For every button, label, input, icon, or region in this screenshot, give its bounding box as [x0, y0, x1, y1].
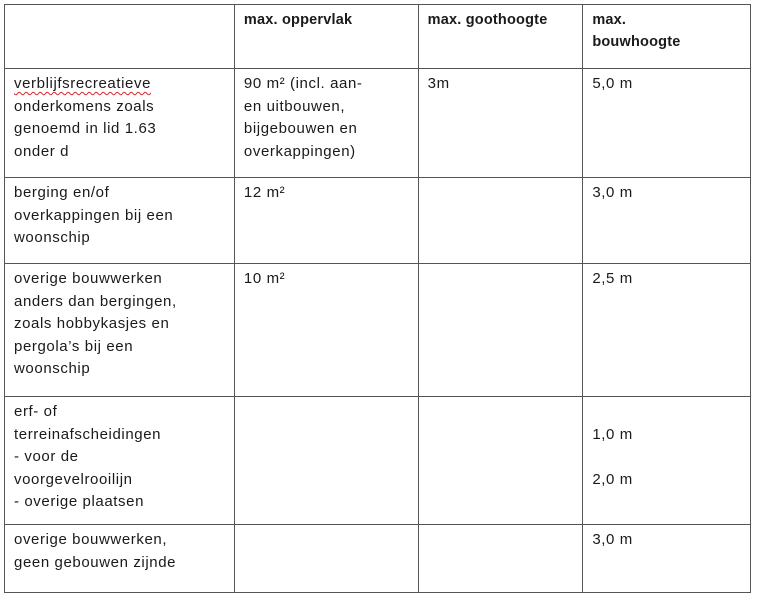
- goothoogte-cell: 3m: [418, 69, 583, 178]
- header-row: [5, 5, 751, 69]
- header-cell-oppervlak: [234, 5, 418, 69]
- bouwhoogte-cell: 3,0 m: [583, 178, 751, 264]
- header-cell-empty: [5, 5, 235, 69]
- category-cell: verblijfsrecreatieve onderkomens zoals genoemd in lid 1.63 onder d: [5, 69, 235, 178]
- goothoogte-cell: [418, 178, 583, 264]
- header-cell-goothoogte: [418, 5, 583, 69]
- table-row: [5, 178, 751, 264]
- table-row: [5, 397, 751, 525]
- spellcheck-underlined-word: verblijfsrecreatieve: [14, 75, 152, 92]
- goothoogte-cell: [418, 397, 583, 525]
- bouwhoogte-cell: 1,0 m 2,0 m: [583, 397, 751, 525]
- bouwhoogte-cell: 2,5 m: [583, 264, 751, 397]
- header-oppervlak-label: max. oppervlak: [243, 12, 353, 28]
- bouwhoogte-cell: 5,0 m: [583, 69, 751, 178]
- category-cell: overige bouwwerken, geen gebouwen zijnde: [5, 525, 235, 593]
- category-cell: berging en/of overkappingen bij een woonschip: [5, 178, 235, 264]
- oppervlak-cell: 90 m² (incl. aan- en uitbouwen, bijgebouwen en overkappingen): [234, 69, 418, 178]
- table-row: [5, 69, 751, 178]
- oppervlak-cell: [234, 397, 418, 525]
- category-cell: overige bouwwerken anders dan bergingen, zoals hobbykasjes en pergola’s bij een woonschip: [5, 264, 235, 397]
- header-cell-bouwhoogte: [583, 5, 751, 69]
- oppervlak-cell: 12 m²: [234, 178, 418, 264]
- category-cell: erf- of terreinafscheidingen - voor de voorgevelrooilijn - overige plaatsen: [5, 397, 235, 525]
- header-goothoogte-label: max. goothoogte: [427, 12, 548, 28]
- table-row: [5, 525, 751, 593]
- oppervlak-cell: 10 m²: [234, 264, 418, 397]
- table-row: [5, 264, 751, 397]
- goothoogte-cell: [418, 525, 583, 593]
- bouwhoogte-cell: 3,0 m: [583, 525, 751, 593]
- goothoogte-cell: [418, 264, 583, 397]
- building-spec-table: [4, 4, 751, 593]
- oppervlak-cell: [234, 525, 418, 593]
- header-bouwhoogte-label: max. bouwhoogte: [592, 12, 681, 50]
